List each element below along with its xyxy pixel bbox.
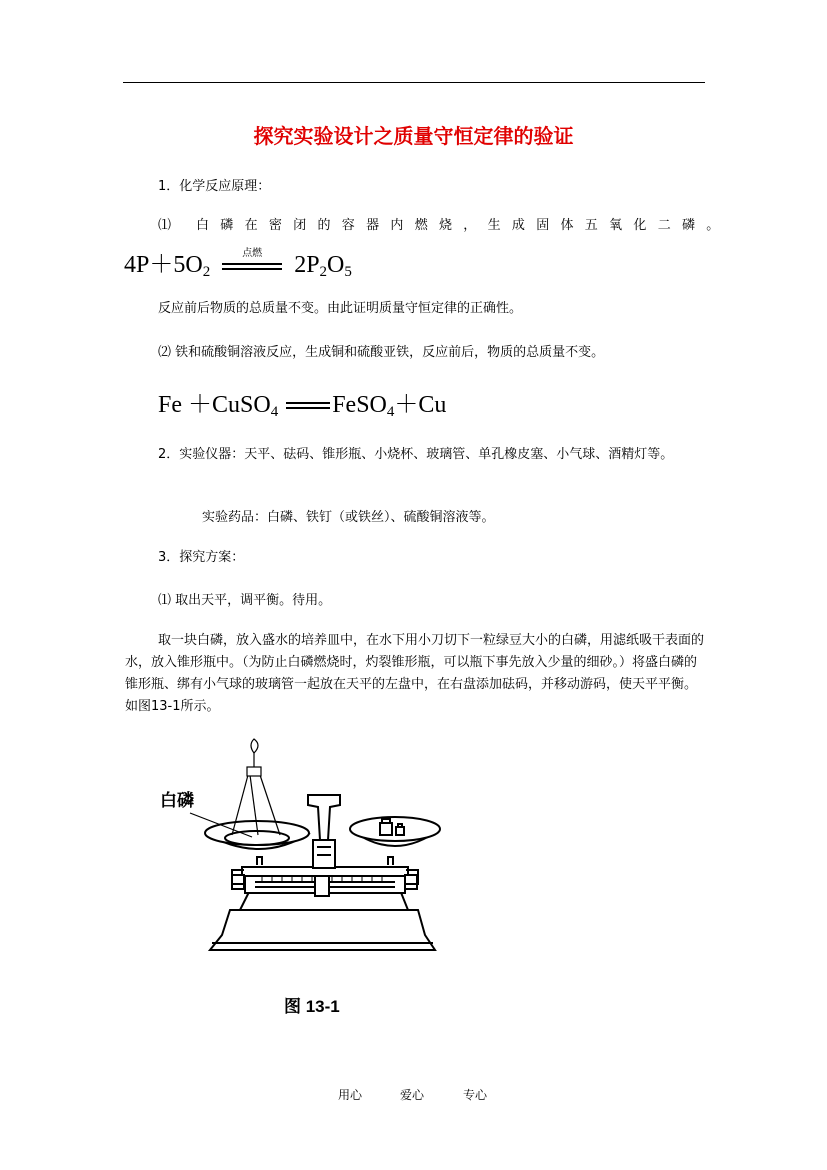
section1-heading: 1．化学反应原理： xyxy=(158,179,271,194)
eq2-b: FeSO xyxy=(332,392,387,418)
eq1-arrow xyxy=(222,248,282,276)
header-rule xyxy=(123,82,705,83)
equation-iron-copper xyxy=(158,384,446,421)
procedure-paragraph: 取一块白磷，放入盛水的培养皿中，在水下用小刀切下一粒绿豆大小的白磷，用滤纸吸干表面的水，放入锥形瓶中。（为防止白磷燃烧时，灼裂锥形瓶，可以瓶下事先放入少量的细砂。）将盛白磷的锥形瓶、绑有小气球的玻璃管一起放在天平的左盘中，在右盘添加砝码，并移动游码，使天平平衡。如图13-1所示。 xyxy=(125,633,705,714)
eq2-a: Fe ＋CuSO xyxy=(158,392,271,418)
eq1-rhs-sub1: 2 xyxy=(319,264,328,280)
eq2-a-sub: 4 xyxy=(270,404,279,420)
eq2-b-sub: 4 xyxy=(386,404,395,420)
eq1-lhs: 4P＋5O xyxy=(124,252,203,278)
eq1-condition: 点燃 xyxy=(242,248,263,260)
reagents-text: 实验药品：白磷、铁钉（或铁丝）、硫酸铜溶液等。 xyxy=(202,510,495,525)
eq2-equals xyxy=(286,400,330,412)
footer-item-3: 专心 xyxy=(463,1088,488,1102)
eq2-c: ＋Cu xyxy=(394,392,447,418)
step1-text: ⑴ 取出天平，调平衡。待用。 xyxy=(158,593,332,608)
item1-text: 白磷在密闭的容器内燃烧，生成固体五氧化二磷。 xyxy=(196,218,731,233)
figure-label-white-phosphorus: 白磷 xyxy=(160,791,194,811)
footer-item-1: 用心 xyxy=(338,1088,363,1102)
equation-phosphorus xyxy=(124,244,352,281)
section2-text: 2．实验仪器：天平、砝码、锥形瓶、小烧杯、玻璃管、单孔橡皮塞、小气球、酒精灯等。 xyxy=(158,447,674,462)
section3-heading: 3．探究方案： xyxy=(158,550,245,565)
item1-number: ⑴ xyxy=(158,218,172,233)
page-title: 探究实验设计之质量守恒定律的验证 xyxy=(253,124,574,148)
eq1-rhs-b: O xyxy=(327,252,345,278)
figure-caption: 图 13-1 xyxy=(284,997,340,1016)
eq1-rhs-sub2: 5 xyxy=(344,264,352,280)
item1-note: 反应前后物质的总质量不变。由此证明质量守恒定律的正确性。 xyxy=(158,301,523,316)
eq1-lhs-sub: 2 xyxy=(202,264,211,280)
balance-figure xyxy=(150,735,450,975)
eq1-rhs-a: 2P xyxy=(294,252,320,278)
item2-text: ⑵ 铁和硫酸铜溶液反应，生成铜和硫酸亚铁，反应前后，物质的总质量不变。 xyxy=(158,345,605,360)
footer-item-2: 爱心 xyxy=(400,1088,425,1102)
